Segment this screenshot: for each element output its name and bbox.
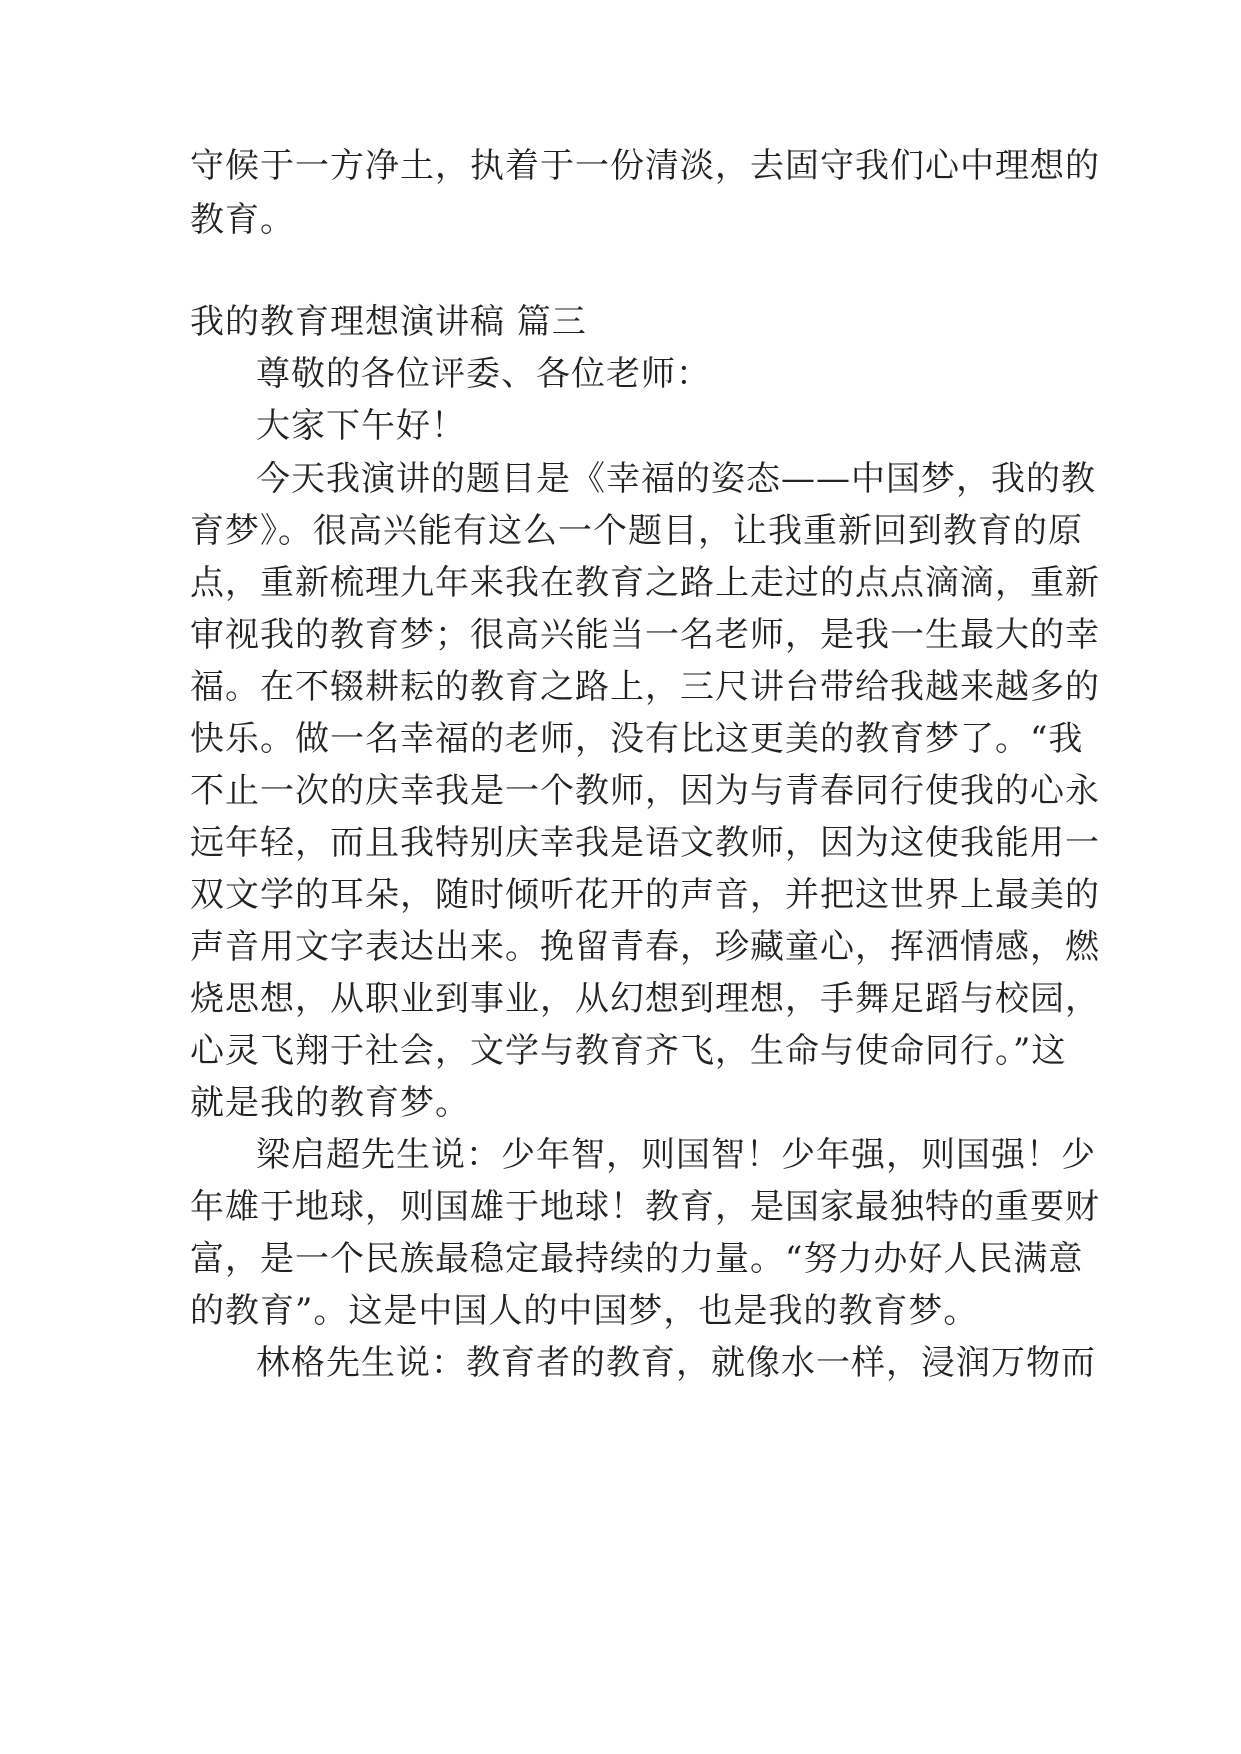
paragraph-line: 声音用文字表达出来。挽留青春，珍藏童心，挥洒情感，燃 bbox=[190, 927, 1100, 967]
paragraph-line: 就是我的教育梦。 bbox=[190, 1083, 470, 1123]
paragraph-line: 心灵飞翔于社会，文学与教育齐飞，生命与使命同行。”这 bbox=[190, 1031, 1067, 1071]
paragraph-line: 审视我的教育梦；很高兴能当一名老师，是我一生最大的幸 bbox=[190, 615, 1100, 655]
paragraph-line: 梁启超先生说：少年智，则国智！少年强，则国强！少 bbox=[256, 1135, 1096, 1175]
paragraph-line: 年雄于地球，则国雄于地球！教育，是国家最独特的重要财 bbox=[190, 1187, 1100, 1227]
paragraph-line: 今天我演讲的题目是《幸福的姿态——中国梦，我的教 bbox=[256, 459, 1096, 499]
continuation-line: 守候于一方净土，执着于一份清淡，去固守我们心中理想的 bbox=[190, 146, 1100, 186]
salutation: 尊敬的各位评委、各位老师： bbox=[256, 354, 711, 394]
section-heading: 我的教育理想演讲稿 篇三 bbox=[190, 302, 587, 342]
paragraph-line: 育梦》。很高兴能有这么一个题目，让我重新回到教育的原 bbox=[190, 511, 1083, 551]
paragraph-line: 林格先生说：教育者的教育，就像水一样，浸润万物而 bbox=[256, 1343, 1096, 1383]
paragraph-line: 双文学的耳朵，随时倾听花开的声音，并把这世界上最美的 bbox=[190, 875, 1100, 915]
paragraph-line: 烧思想，从职业到事业，从幻想到理想，手舞足蹈与校园， bbox=[190, 979, 1100, 1019]
paragraph-line: 福。在不辍耕耘的教育之路上，三尺讲台带给我越来越多的 bbox=[190, 667, 1100, 707]
paragraph-line: 的教育”。这是中国人的中国梦，也是我的教育梦。 bbox=[190, 1291, 979, 1331]
paragraph-line: 点，重新梳理九年来我在教育之路上走过的点点滴滴，重新 bbox=[190, 563, 1100, 603]
paragraph-line: 远年轻，而且我特别庆幸我是语文教师，因为这使我能用一 bbox=[190, 823, 1100, 863]
greeting: 大家下午好！ bbox=[256, 406, 466, 446]
paragraph-line: 富，是一个民族最稳定最持续的力量。“努力办好人民满意 bbox=[190, 1239, 1084, 1279]
continuation-line: 教育。 bbox=[190, 200, 295, 240]
paragraph-line: 快乐。做一名幸福的老师，没有比这更美的教育梦了。“我 bbox=[190, 719, 1084, 759]
paragraph-line: 不止一次的庆幸我是一个教师，因为与青春同行使我的心永 bbox=[190, 771, 1100, 811]
